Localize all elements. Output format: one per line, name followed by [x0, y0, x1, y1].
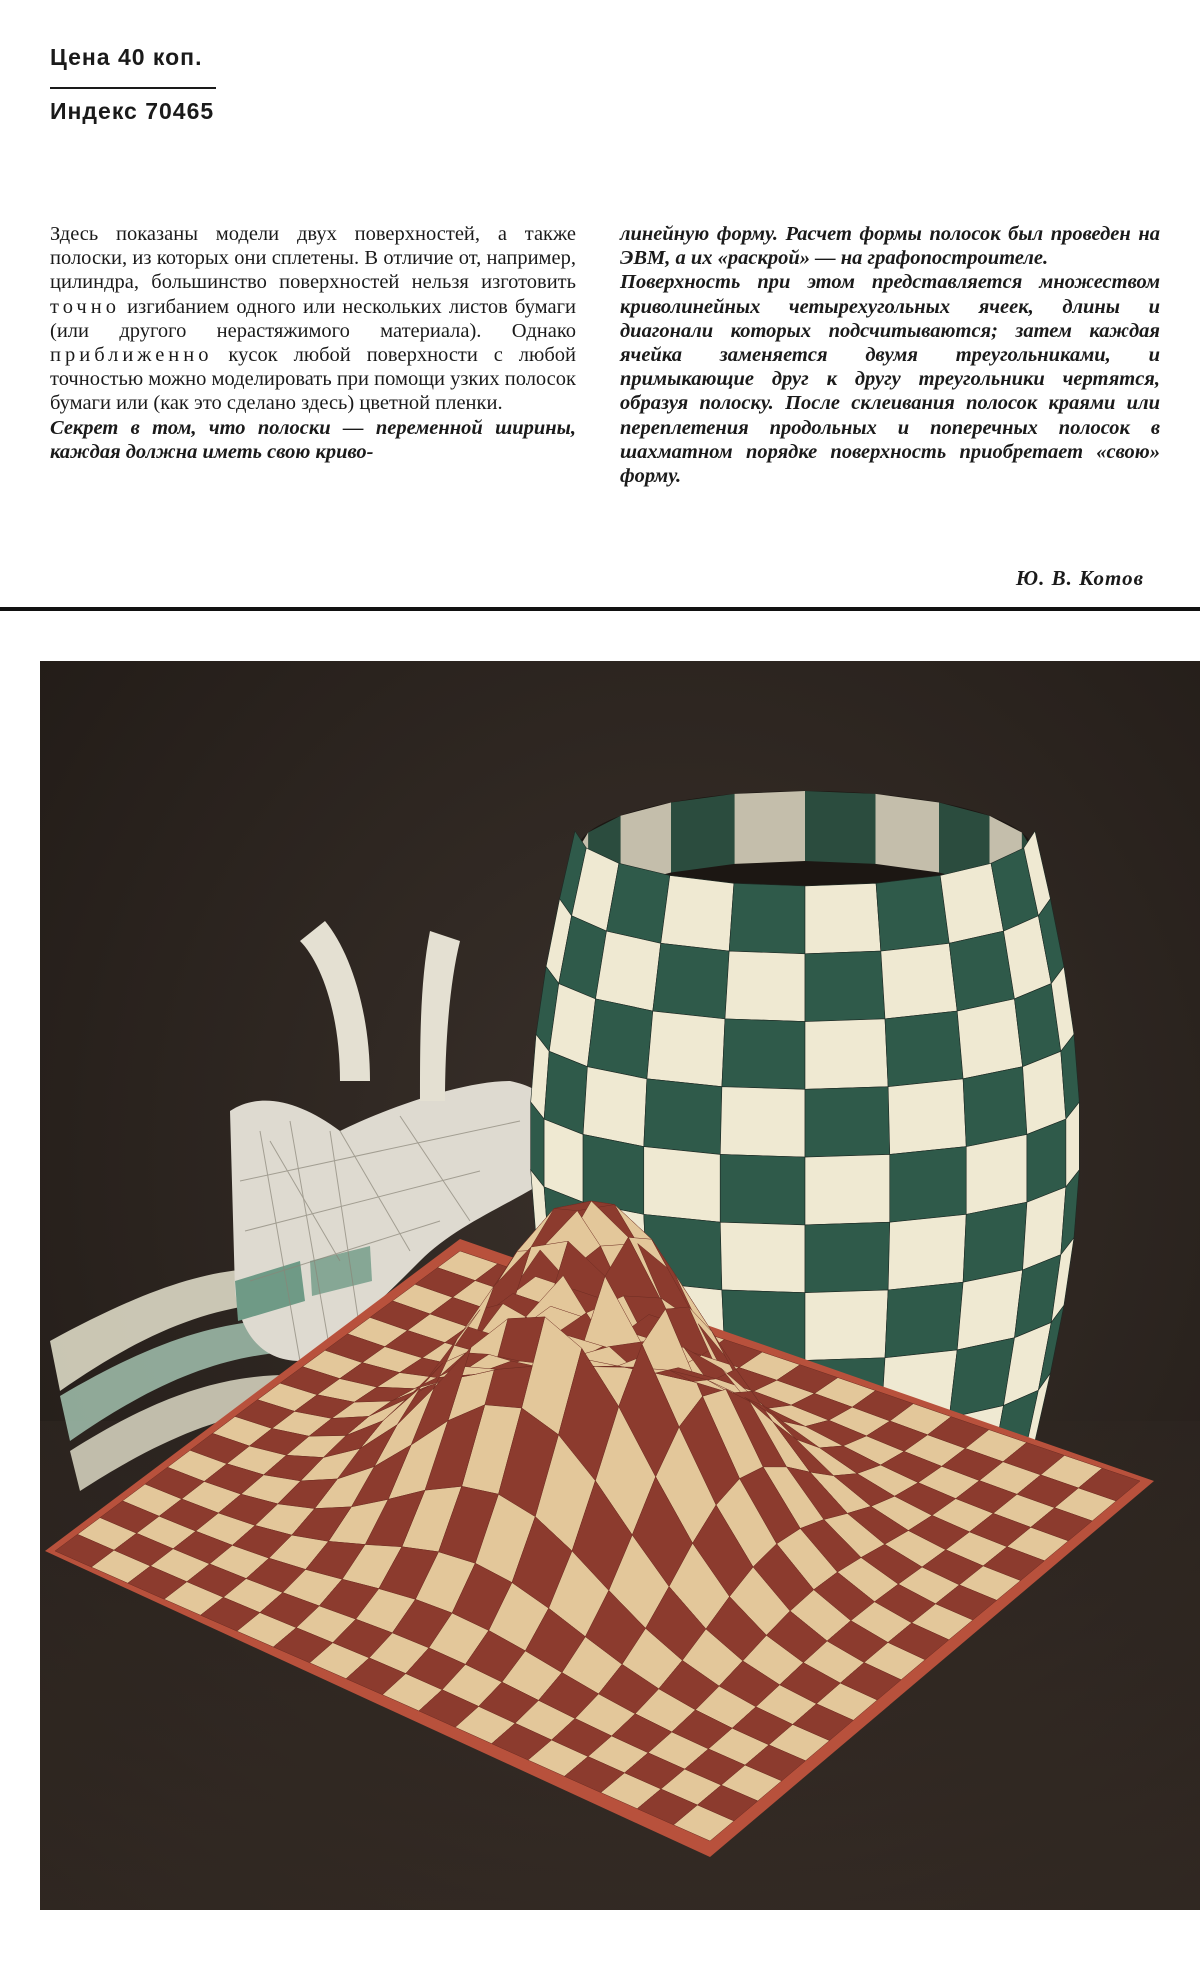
price-label: Цена 40 коп.: [50, 44, 203, 70]
article-emphasis: точно: [50, 295, 120, 318]
article-paragraph: [50, 222, 576, 416]
price-divider: [50, 87, 216, 89]
author-signature: Ю. В. Котов: [1015, 566, 1144, 590]
article-emphasis: приближенно: [50, 344, 213, 367]
surface-models-photo: [40, 661, 1200, 1910]
article-right-column: [620, 222, 1160, 488]
article-text: Здесь показаны модели двух поверхностей, а также полоски, из которых они сплетены. В отличие от, например, цилиндра, большинство поверхностей нельзя изготовить: [50, 223, 576, 294]
article-paragraph: Секрет в том, что полоски — переменной ширины, каждая должна иметь свою криво-: [50, 416, 576, 463]
article-text: изгибанием одного или нескольких листов бумаги (или другого нерастяжимого материала). Однако: [50, 295, 576, 342]
article-text: кусок любой поверхности с любой точностью можно моделировать при помощи узких полосок бумаги или (как это сделано здесь) цветной пленки.: [50, 344, 576, 415]
article-paragraph: Поверхность при этом представляется множеством криволинейных четырехугольных ячеек, длины и диагонали которых подсчитываются; затем каждая ячейка заменяется двумя треугольниками, и примыкающие друг к другу треугольники чертятся, образуя полоску. После склеивания полосок краями или переплетения продольных и поперечных полосок в шахматном порядке поверхность приобретает «свою» форму.: [620, 271, 1160, 488]
index-label: Индекс 70465: [50, 98, 215, 124]
photo-illustration: [40, 661, 1200, 1910]
article-left-column: [50, 222, 576, 464]
section-divider: [0, 607, 1200, 611]
article-paragraph: линейную форму. Расчет формы полосок был проведен на ЭВМ, а их «раскрой» — на графопостроителе.: [620, 223, 1160, 270]
